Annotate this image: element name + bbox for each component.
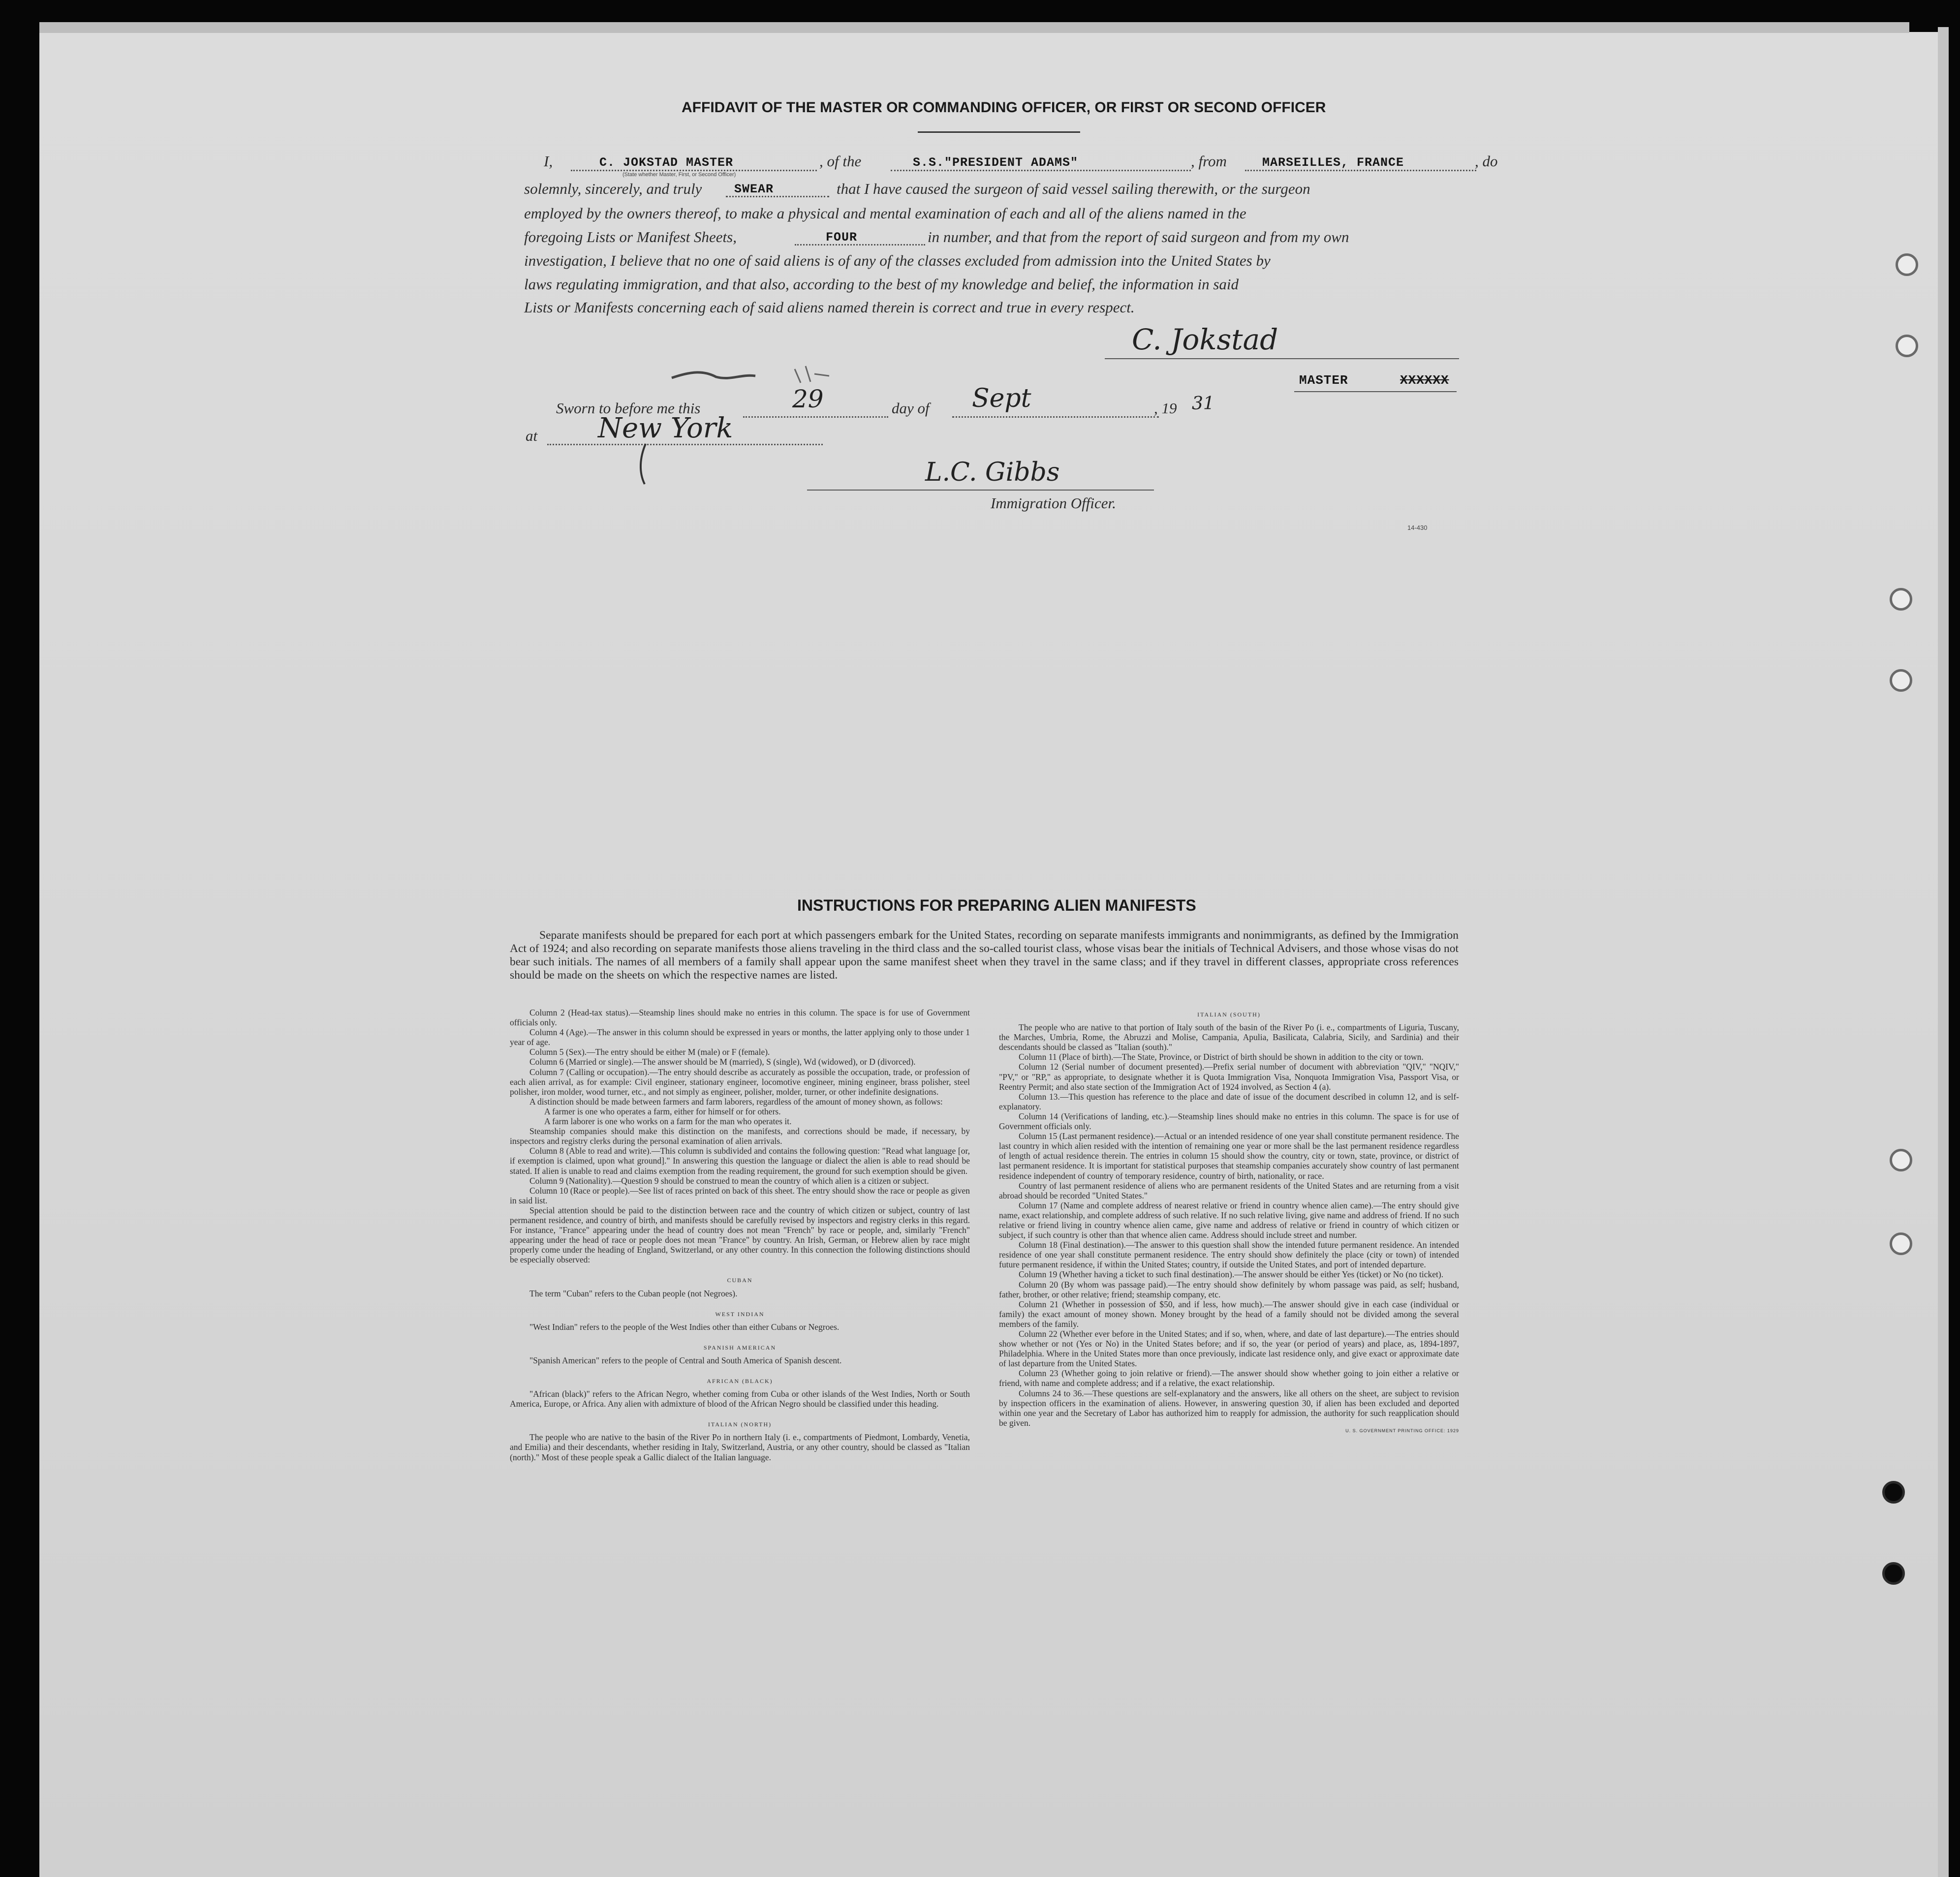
day-of-text: day of (892, 400, 930, 417)
section-heading: AFRICAN (BLACK) (707, 1378, 773, 1385)
sworn-day: 29 (792, 385, 824, 413)
instruction-paragraph: Column 9 (Nationality).—Question 9 should be construed to mean the country of which alien is a citizen or subject. (529, 1175, 929, 1186)
swear-word: SWEAR (734, 182, 774, 196)
binder-hole (1882, 1562, 1905, 1585)
affidavit-line4b: in number, and that from the report of said surgeon and from my own (928, 228, 1349, 246)
instruction-paragraph: Special attention should be paid to the distinction between race and the country of which citizen or subject, country of last permanent residence, and country of birth, and manifests should be carefully revised by inspectors and registry clerks in this regard. For instance, "France" appearing under the head of country does not mean "French" by race or people, and, similarly "French" appearing under the head of race or people does not mean "France" by country. An Irish, German, or Hebrew alien by race might properly come under the heading of England, Switzerland, or any other country. In this connection the following distinctions should be especially observed: (510, 1205, 970, 1265)
sheets-line (795, 244, 925, 246)
binder-hole (1882, 1481, 1905, 1504)
instruction-paragraph: Column 23 (Whether going to join relative or friend).—The answer should show whether going to join either a relative or friend, with name and complete address; and if a relative, the exact relationship. (999, 1368, 1459, 1388)
section-heading: WEST INDIAN (715, 1310, 765, 1318)
affidavit-line2a: solemnly, sincerely, and truly (524, 180, 702, 197)
instruction-paragraph: The people who are native to the basin of the River Po in northern Italy (i. e., compartments of Piedmont, Lombardy, Venetia, and Emilia) and their descendants, whether residing in Italy, Switzerland, Austria, or any other country, should be classed as "Italian (north)." Most of these people speak a Gallic dialect of the Italian language. (510, 1432, 970, 1462)
instruction-paragraph: Column 6 (Married or single).—The answer should be M (married), S (single), Wd (widowed), or D (divorced). (529, 1057, 916, 1067)
ship-name: S.S."PRESIDENT ADAMS" (913, 155, 1079, 170)
instruction-paragraph: Column 4 (Age).—The answer in this column should be expressed in years or months, the latter applying only to those under 1 year of age. (510, 1027, 970, 1047)
instruction-paragraph: Column 11 (Place of birth).—The State, Province, or District of birth should be shown in addition to the city or town. (1019, 1052, 1424, 1062)
year-prefix: , 19 (1154, 400, 1177, 417)
form-number: 14-430 (1407, 524, 1428, 531)
instruction-paragraph: The people who are native to that portion of Italy south of the basin of the River Po (i. e., compartments of Liguria, Tuscany, the Marches, Umbria, Rome, the Abruzzi and Molise, Campania, Apulia, Basilicata, Calabria, Sicily, and Sardinia) and their descendants should be classed as "Italian (south)." (999, 1022, 1459, 1052)
instruction-paragraph: Column 2 (Head-tax status).—Steamship lines should make no entries in this column. The space is for use of Government officials only. (510, 1008, 970, 1028)
affidavit-line7: Lists or Manifests concerning each of said aliens named therein is correct and true in every respect. (524, 299, 1135, 316)
instruction-paragraph: Column 8 (Able to read and write).—This column is subdivided and contains the following question: "Read what language [or, if exemption is claimed, upon what ground]." In answering this question the language or dialect the alien is able to read should be stated. If alien is unable to read and claims exemption from the reading requirement, the ground for such exemption should be given. (510, 1146, 970, 1176)
instruction-paragraph: Column 12 (Serial number of document presented).—Prefix serial number of document with abbreviation "QIV," "NQIV," "PV," or "RP," as appropriate, to designate whether it is Quota Immigration Visa, Nonquota Immigration Visa, Passport Visa, or Reentry Permit; and also state section of the Immigration Act of 1924 involved, as Section 4 (a). (999, 1062, 1459, 1092)
struck-rank: XXXXXX (1400, 373, 1449, 388)
instruction-paragraph: Column 18 (Final destination).—The answer to this question shall show the intended future permanent residence. An intended residence of one year shall constitute permanent residence. The entry should show definitely the place (city or town) of intended future permanent residence, if within the United States; country, if outside the United States, and port of intended departure. (999, 1240, 1459, 1270)
instruction-paragraph: Column 19 (Whether having a ticket to such final destination).—The answer should be either Yes (ticket) or No (no ticket). (1019, 1269, 1444, 1280)
instruction-paragraph: Column 22 (Whether ever before in the United States; and if so, when, where, and date of last departure).—The entries should show whether or not (Yes or No) in the United States before; and if so, the year (or period of years) and place, as, 1894-1897, Philadelphia. Where in the United States more than once previously, indicate last residence only, and give exact or approximate date of last departure from the United States. (999, 1329, 1459, 1369)
section-heading: ITALIAN (SOUTH) (1197, 1011, 1261, 1018)
month-line (952, 416, 1159, 418)
page-edge-right (1938, 27, 1949, 1877)
binder-hole (1896, 335, 1918, 357)
binder-hole (1890, 669, 1912, 692)
printer-imprint: U. S. GOVERNMENT PRINTING OFFICE: 1929 (1345, 1428, 1459, 1433)
do-text: , do (1475, 153, 1498, 170)
instruction-paragraph: "West Indian" refers to the people of the West Indies other than either Cubans or Negroes. (529, 1322, 840, 1332)
affidavit-title: AFFIDAVIT OF THE MASTER OR COMMANDING OFFICER, OR FIRST OR SECOND OFFICER (682, 99, 1326, 116)
place-flourish (635, 443, 654, 487)
instructions-left-column (510, 1008, 970, 1462)
instructions-title: INSTRUCTIONS FOR PREPARING ALIEN MANIFESTS (797, 896, 1196, 914)
master-note: (State whether Master, First, or Second Officer) (622, 172, 736, 178)
affidavit-line4a: foregoing Lists or Manifest Sheets, (524, 228, 737, 246)
section-heading: ITALIAN (NORTH) (708, 1421, 772, 1428)
sworn-text: Sworn to before me this (556, 400, 701, 417)
instruction-paragraph: Column 10 (Race or people).—See list of races printed on back of this sheet. The entry should show the race or people as given in said list. (510, 1185, 970, 1205)
at-text: at (526, 427, 538, 444)
instructions-right-column (999, 1010, 1459, 1436)
binder-hole (1890, 1149, 1912, 1171)
port-name: MARSEILLES, FRANCE (1262, 155, 1404, 170)
page-edge-top (39, 22, 1909, 33)
instruction-paragraph: Steamship companies should make this distinction on the manifests, and corrections should be made, if necessary, by inspectors and registry clerks during the personal examination of alien arrivals. (510, 1126, 970, 1146)
port-line (1245, 170, 1476, 171)
instruction-paragraph: A farm laborer is one who works on a farm for the man who operates it. (544, 1116, 792, 1127)
binder-hole (1890, 1232, 1912, 1255)
master-signature-line (1105, 358, 1459, 359)
instruction-paragraph: Column 14 (Verifications of landing, etc.).—Steamship lines should make no entries in this column. The space is for use of Government officials only. (999, 1111, 1459, 1132)
instruction-paragraph: "Spanish American" refers to the people of Central and South America of Spanish descent. (529, 1355, 842, 1365)
instruction-paragraph: Column 5 (Sex).—The entry should be either M (male) or F (female). (529, 1047, 770, 1057)
affidavit-line3: employed by the owners thereof, to make a physical and mental examination of each and all of the aliens named in the (524, 205, 1246, 222)
instruction-paragraph: Column 7 (Calling or occupation).—The entry should describe as accurately as possible the occupation, trade, or profession of each alien arrival, as for example: Civil engineer, stationary engineer, locomotive engineer, mining engineer, brass polisher, steel polisher, iron molder, wood turner, etc., and not simply as engineer, polisher, molder, turner, or other indefinite designations. (510, 1067, 970, 1097)
binder-hole (1890, 588, 1912, 611)
officer-signature: L.C. Gibbs (925, 458, 1060, 487)
sheets-count: FOUR (826, 230, 858, 245)
affidavit-line5: investigation, I believe that no one of said aliens is of any of the classes excluded from admission into the United States by (524, 252, 1271, 269)
instruction-paragraph: Column 13.—This question has reference to the place and date of issue of the document described in column 12, and is self-explanatory. (999, 1091, 1459, 1111)
from-text: , from (1191, 153, 1227, 170)
rank-underline (1294, 391, 1457, 392)
day-line (743, 416, 888, 418)
master-name-line (571, 170, 817, 171)
binder-hole (1896, 253, 1918, 276)
instruction-paragraph: Columns 24 to 36.—These questions are self-explanatory and the answers, like all others on the sheet, are subject to revision by inspection officers in the examination of aliens. However, in answering question 30, if alien has been excluded and deported within one year and the Secretary of Labor has authorized him to reapply for admission, the authority for such reapplication should be given. (999, 1388, 1459, 1428)
sworn-place: New York (598, 412, 733, 444)
section-heading: CUBAN (727, 1277, 753, 1284)
of-the-text: , of the (819, 153, 862, 170)
ship-line (891, 170, 1191, 171)
instruction-paragraph: Column 20 (By whom was passage paid).—The entry should show definitely by whom passage was paid, as self; husband, father, brother, or other relative; friend; steamship company, etc. (999, 1279, 1459, 1299)
instruction-paragraph: A distinction should be made between farmers and farm laborers, regardless of the amount of money shown, as follows: (529, 1096, 943, 1107)
instruction-paragraph: Column 17 (Name and complete address of nearest relative or friend in country whence alien came).—The entry should give name, exact relationship, and complete address of such relative. If no such relative living, give name and address of friend. If no such relative or friend living in country whence alien came, give name and address of relative or friend in country of which citizen or subject, if such country is other than that whence alien came. Address should include street and number. (999, 1200, 1459, 1240)
sworn-month: Sept (972, 384, 1031, 413)
officer-signature-line (807, 490, 1154, 491)
instruction-paragraph: Country of last permanent residence of aliens who are permanent residents of the United States and are returning from a visit abroad should be recorded "United States." (999, 1180, 1459, 1200)
affidavit-i: I, (544, 153, 553, 170)
section-heading: SPANISH AMERICAN (703, 1344, 777, 1351)
instruction-paragraph: "African (black)" refers to the African Negro, whether coming from Cuba or other islands of the West Indies, North or South America, Europe, or Africa. Any alien with admixture of blood of the African Negro should be classified under this heading. (510, 1389, 970, 1409)
master-name: C. JOKSTAD MASTER (599, 155, 734, 170)
officer-title: Immigration Officer. (991, 494, 1116, 512)
instructions-intro: Separate manifests should be prepared for each port at which passengers embark for the United States, recording on separate manifests immigrants and nonimmigrants, as defined by the Immigration Act of 1924; and also recording on separate manifests those aliens traveling in the third class and the so-called tourist class, whose visas bear the initials of Technical Advisers, and those whose visas do not bear such initials. The names of all members of a family shall appear upon the same manifest sheet when they travel in the same class; and if they travel in different classes, appropriate cross references should be made on the sheets on which the respective names are listed. (510, 929, 1459, 982)
affidavit-line6: laws regulating immigration, and that also, according to the best of my knowledge and belief, the information in said (524, 276, 1239, 293)
master-rank: MASTER (1299, 373, 1348, 388)
instruction-paragraph: The term "Cuban" refers to the Cuban people (not Negroes). (529, 1288, 738, 1298)
sworn-year: 31 (1192, 394, 1214, 414)
affidavit-line2b: that I have caused the surgeon of said vessel sailing therewith, or the surgeon (837, 180, 1310, 197)
instruction-paragraph: Column 15 (Last permanent residence).—Actual or an intended residence of one year shall constitute permanent residence. The last country in which alien resided with the intention of remaining one year or more shall be the last permanent residence regardless of length of actual residence therein. The entries in column 15 should show the country, city or town, state, province, or district of last permanent residence. It is important for statistical purposes that steamship companies accurately show country of last permanent residence independent of country of temporary residence, country of birth, nationality, or race. (999, 1131, 1459, 1181)
master-signature: C. Jokstad (1132, 323, 1278, 356)
instruction-paragraph: A farmer is one who operates a farm, either for himself or for others. (544, 1106, 781, 1116)
title-underline (918, 131, 1080, 133)
instruction-paragraph: Column 21 (Whether in possession of $50, and if less, how much).—The answer should give in each case (individual or family) the exact amount of money shown. Money brought by the head of a family should not be divided among the several members of the family. (999, 1299, 1459, 1329)
ink-smudge (667, 359, 834, 389)
